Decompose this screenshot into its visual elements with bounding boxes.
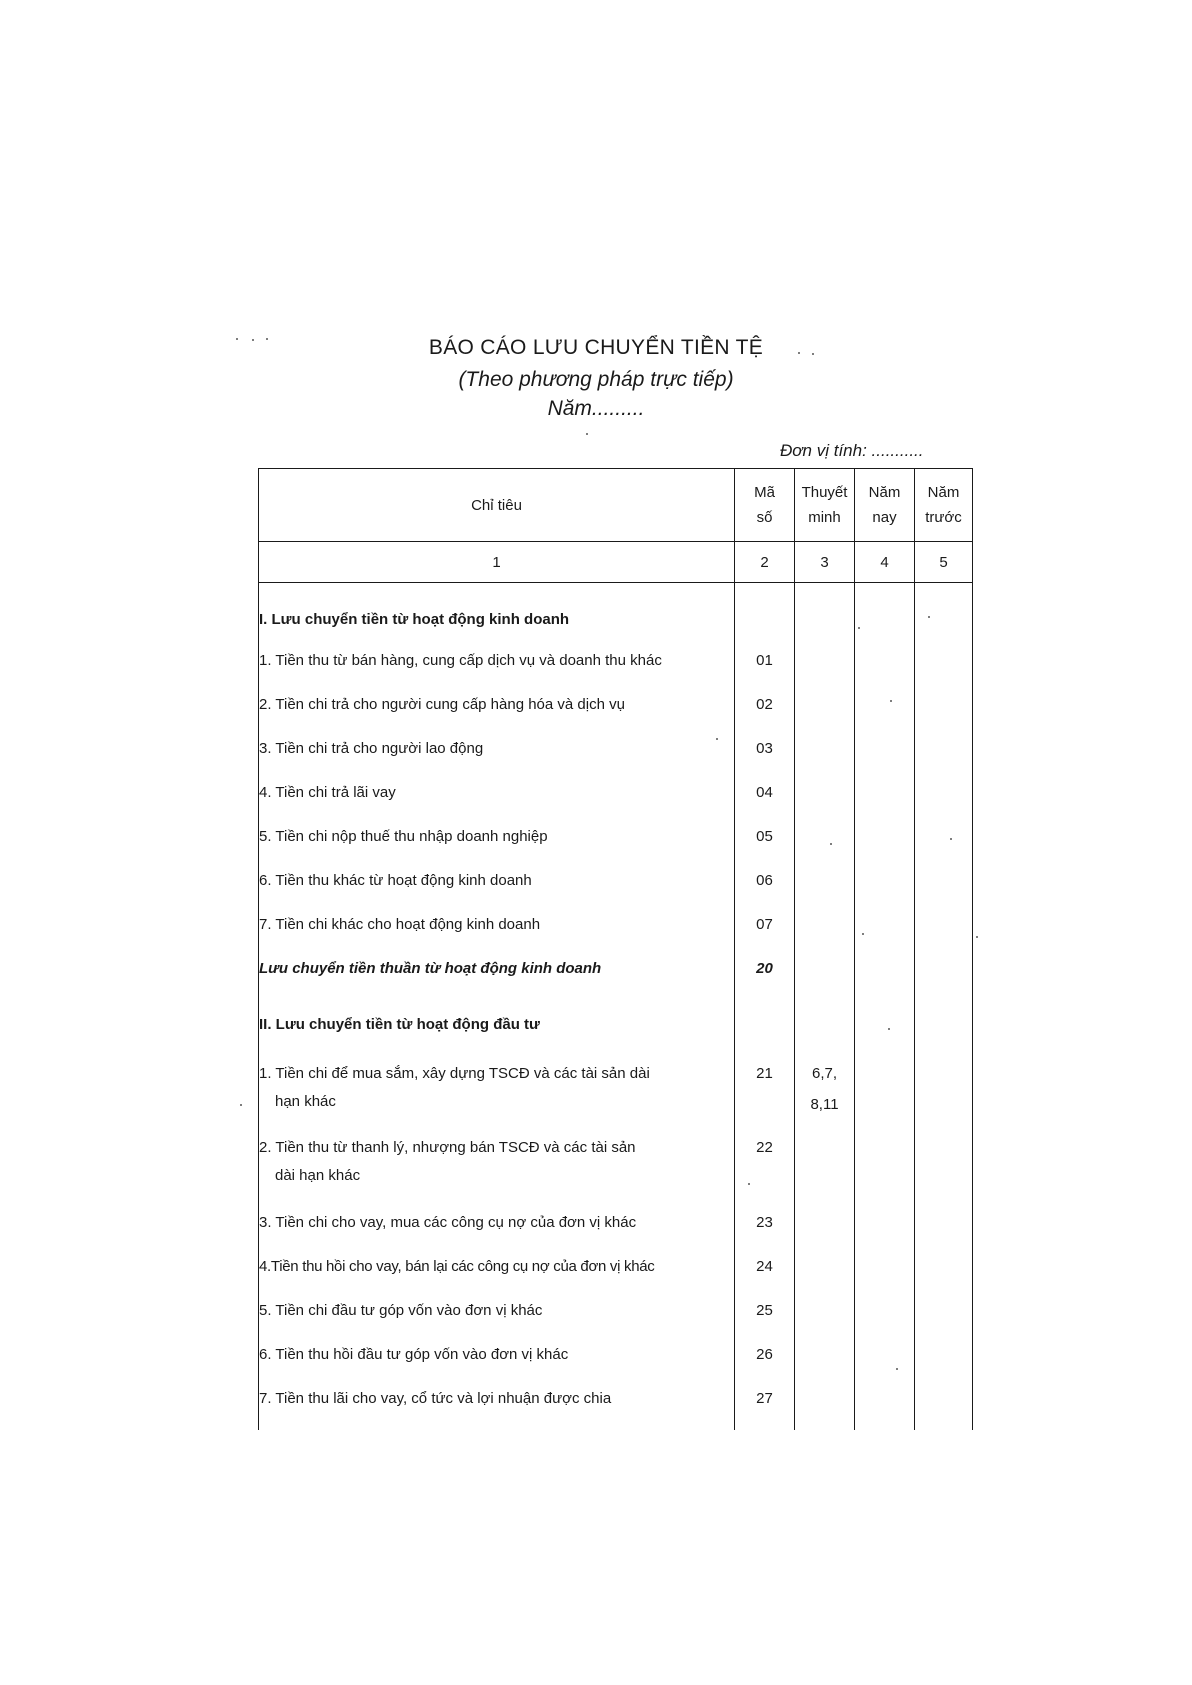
scan-speck <box>236 338 238 340</box>
table-row <box>259 1044 973 1124</box>
row-this-year <box>855 1202 915 1246</box>
row-code: 25 <box>735 1290 795 1334</box>
header-indicator: Chỉ tiêu <box>259 469 735 542</box>
scan-speck <box>976 936 978 938</box>
scan-speck <box>858 627 860 629</box>
table-row <box>259 724 973 768</box>
row-last-year <box>915 636 973 680</box>
row-note <box>795 856 855 900</box>
scan-speck <box>252 339 254 341</box>
scan-speck <box>748 1183 750 1185</box>
scan-speck <box>798 352 800 354</box>
row-code: 21 <box>735 1044 795 1124</box>
row-label-line1: 1. Tiền chi để mua sắm, xây dựng TSCĐ và các tài sản dài <box>259 1064 650 1082</box>
scan-speck <box>888 1028 890 1030</box>
table-row <box>259 1246 973 1290</box>
row-last-year <box>915 812 973 856</box>
scan-speck <box>716 738 718 740</box>
row-last-year <box>915 724 973 768</box>
row-code: 24 <box>735 1246 795 1290</box>
row-this-year <box>855 1290 915 1334</box>
table-row <box>259 1290 973 1334</box>
scan-speck <box>830 843 832 845</box>
row-note <box>795 724 855 768</box>
scan-speck <box>586 433 588 435</box>
row-label-line1: 2. Tiền thu từ thanh lý, nhượng bán TSCĐ và các tài sản <box>259 1138 636 1156</box>
row-last-year <box>915 988 973 1044</box>
row-this-year <box>855 680 915 724</box>
row-label: 4.Tiền thu hồi cho vay, bán lại các công cụ nợ của đơn vị khác <box>259 1246 735 1290</box>
column-number: 2 <box>735 542 795 583</box>
row-last-year <box>915 1246 973 1290</box>
row-label: 1. Tiền thu từ bán hàng, cung cấp dịch vụ và doanh thu khác <box>259 636 735 680</box>
row-code: 27 <box>735 1378 795 1430</box>
row-last-year <box>915 944 973 988</box>
row-code: 22 <box>735 1124 795 1202</box>
header-row <box>259 469 973 542</box>
row-note <box>795 1124 855 1202</box>
table-row <box>259 1334 973 1378</box>
row-note <box>795 900 855 944</box>
row-label-line2: dài hạn khác <box>275 1166 361 1184</box>
row-note <box>795 583 855 636</box>
unit-label: Đơn vị tính: ........... <box>780 441 924 460</box>
row-last-year <box>915 1202 973 1246</box>
table-row <box>259 1202 973 1246</box>
row-label: I. Lưu chuyển tiền từ hoạt động kinh doanh <box>259 583 735 636</box>
row-note-line2: 8,11 <box>810 1095 839 1113</box>
row-code <box>735 988 795 1044</box>
row-note <box>795 1290 855 1334</box>
column-number: 5 <box>915 542 973 583</box>
row-this-year <box>855 583 915 636</box>
row-code: 26 <box>735 1334 795 1378</box>
column-number: 3 <box>795 542 855 583</box>
row-this-year <box>855 768 915 812</box>
row-code: 23 <box>735 1202 795 1246</box>
row-last-year <box>915 1124 973 1202</box>
table-row <box>259 1124 973 1202</box>
row-code <box>735 583 795 636</box>
row-label: II. Lưu chuyển tiền từ hoạt động đầu tư <box>259 988 735 1044</box>
row-note <box>795 1378 855 1430</box>
column-number: 1 <box>259 542 735 583</box>
column-number-row <box>259 542 973 583</box>
row-note <box>795 1044 855 1124</box>
header-note: Thuyết minh <box>795 469 855 542</box>
row-this-year <box>855 900 915 944</box>
table-row <box>259 812 973 856</box>
row-note <box>795 988 855 1044</box>
row-label: 3. Tiền chi cho vay, mua các công cụ nợ của đơn vị khác <box>259 1202 735 1246</box>
row-last-year <box>915 900 973 944</box>
row-this-year <box>855 1246 915 1290</box>
row-this-year <box>855 944 915 988</box>
scan-speck <box>950 838 952 840</box>
row-last-year <box>915 1290 973 1334</box>
row-last-year <box>915 768 973 812</box>
table-row <box>259 680 973 724</box>
row-last-year <box>915 583 973 636</box>
section-heading-row <box>259 988 973 1044</box>
row-last-year <box>915 856 973 900</box>
scan-speck <box>240 1104 242 1106</box>
row-label: 3. Tiền chi trả cho người lao động <box>259 724 735 768</box>
row-note <box>795 812 855 856</box>
row-code: 06 <box>735 856 795 900</box>
row-code: 01 <box>735 636 795 680</box>
table-row <box>259 768 973 812</box>
row-this-year <box>855 988 915 1044</box>
table-row <box>259 1378 973 1430</box>
row-note <box>795 944 855 988</box>
row-label: 7. Tiền thu lãi cho vay, cổ tức và lợi nhuận được chia <box>259 1378 735 1430</box>
report-title: BÁO CÁO LƯU CHUYỂN TIỀN TỆ <box>428 336 764 359</box>
row-this-year <box>855 1124 915 1202</box>
row-label: 5. Tiền chi nộp thuế thu nhập doanh nghiệp <box>259 812 735 856</box>
row-label <box>259 1124 735 1202</box>
row-this-year <box>855 856 915 900</box>
row-note <box>795 1246 855 1290</box>
row-note <box>795 680 855 724</box>
row-code: 05 <box>735 812 795 856</box>
header-last-year: Năm trước <box>915 469 973 542</box>
report-year: Năm......... <box>547 397 645 420</box>
row-this-year <box>855 724 915 768</box>
row-label <box>259 1044 735 1124</box>
row-code: 20 <box>735 944 795 988</box>
table-row <box>259 856 973 900</box>
table-row <box>259 900 973 944</box>
cash-flow-table <box>258 468 973 1430</box>
row-note <box>795 768 855 812</box>
scan-speck <box>266 338 268 340</box>
scan-speck <box>862 933 864 935</box>
row-this-year <box>855 1044 915 1124</box>
row-label: Lưu chuyển tiền thuần từ hoạt động kinh doanh <box>259 944 735 988</box>
row-note <box>795 636 855 680</box>
row-note <box>795 1202 855 1246</box>
row-note-line1: 6,7, <box>811 1064 838 1082</box>
header-code: Mã số <box>735 469 795 542</box>
row-label: 6. Tiền thu hồi đầu tư góp vốn vào đơn vị khác <box>259 1334 735 1378</box>
row-code: 04 <box>735 768 795 812</box>
row-note <box>795 1334 855 1378</box>
row-label: 7. Tiền chi khác cho hoạt động kinh doanh <box>259 900 735 944</box>
row-code: 03 <box>735 724 795 768</box>
subtotal-row <box>259 944 973 988</box>
row-label: 2. Tiền chi trả cho người cung cấp hàng hóa và dịch vụ <box>259 680 735 724</box>
scan-speck <box>896 1368 898 1370</box>
report-subtitle: (Theo phương pháp trực tiếp) <box>458 368 734 391</box>
scan-speck <box>812 353 814 355</box>
table-row <box>259 636 973 680</box>
row-label: 5. Tiền chi đầu tư góp vốn vào đơn vị khác <box>259 1290 735 1334</box>
row-last-year <box>915 680 973 724</box>
row-last-year <box>915 1044 973 1124</box>
row-label: 4. Tiền chi trả lãi vay <box>259 768 735 812</box>
row-label-line2: hạn khác <box>275 1092 336 1110</box>
row-last-year <box>915 1334 973 1378</box>
row-code: 07 <box>735 900 795 944</box>
row-this-year <box>855 1334 915 1378</box>
scan-speck <box>890 700 892 702</box>
section-heading-row <box>259 583 973 636</box>
row-this-year <box>855 812 915 856</box>
header-this-year: Năm nay <box>855 469 915 542</box>
row-this-year <box>855 636 915 680</box>
column-number: 4 <box>855 542 915 583</box>
row-code: 02 <box>735 680 795 724</box>
row-last-year <box>915 1378 973 1430</box>
row-label: 6. Tiền thu khác từ hoạt động kinh doanh <box>259 856 735 900</box>
row-this-year <box>855 1378 915 1430</box>
scan-speck <box>928 616 930 618</box>
